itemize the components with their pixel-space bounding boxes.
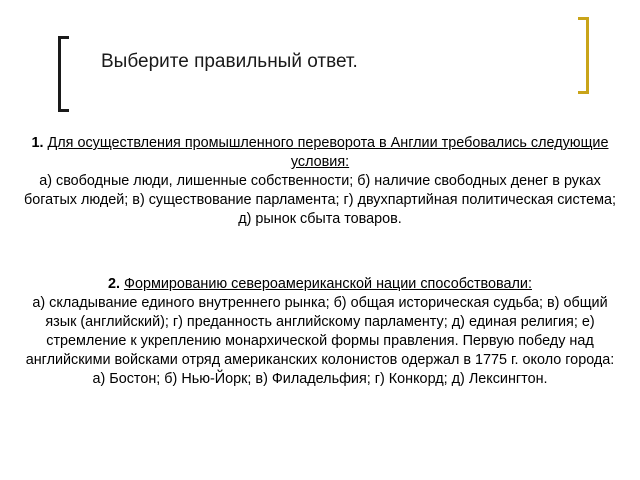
question-1: [20, 134, 620, 229]
question-1-number: 1.: [31, 135, 44, 151]
question-2-extra-prompt: Первую победу над английскими войсками отряд американских колонистов одержал в 1775 г. около города:: [25, 333, 615, 368]
slide-title: Выберите правильный ответ.: [101, 51, 358, 72]
question-2-number: 2.: [108, 276, 121, 292]
question-2-answers: а) складывание единого внутреннего рынка; б) общая историческая судьба; в) общий язык (английский); г) преданность английскому парламенту; д) единая религия; е) стремление к укреплению монархической формы правления.: [32, 295, 608, 349]
question-2-extra-answers: а) Бостон; б) Нью-Йорк; в) Филадельфия; г) Конкорд; д) Лексингтон.: [92, 371, 548, 387]
left-bracket-decoration: [58, 36, 69, 112]
question-1-prompt: Для осуществления промышленного переворота в Англии требовались следующие условия:: [47, 135, 609, 170]
question-1-answers: а) свободные люди, лишенные собственности; б) наличие свободных денег в руках богатых людей; в) существование парламента; г) двухпартийная политическая система; д) рынок сбыта товаров.: [24, 173, 616, 227]
question-2: [20, 275, 620, 389]
question-2-prompt: Формированию североамериканской нации способствовали:: [124, 276, 532, 292]
right-bracket-decoration: [578, 17, 589, 94]
